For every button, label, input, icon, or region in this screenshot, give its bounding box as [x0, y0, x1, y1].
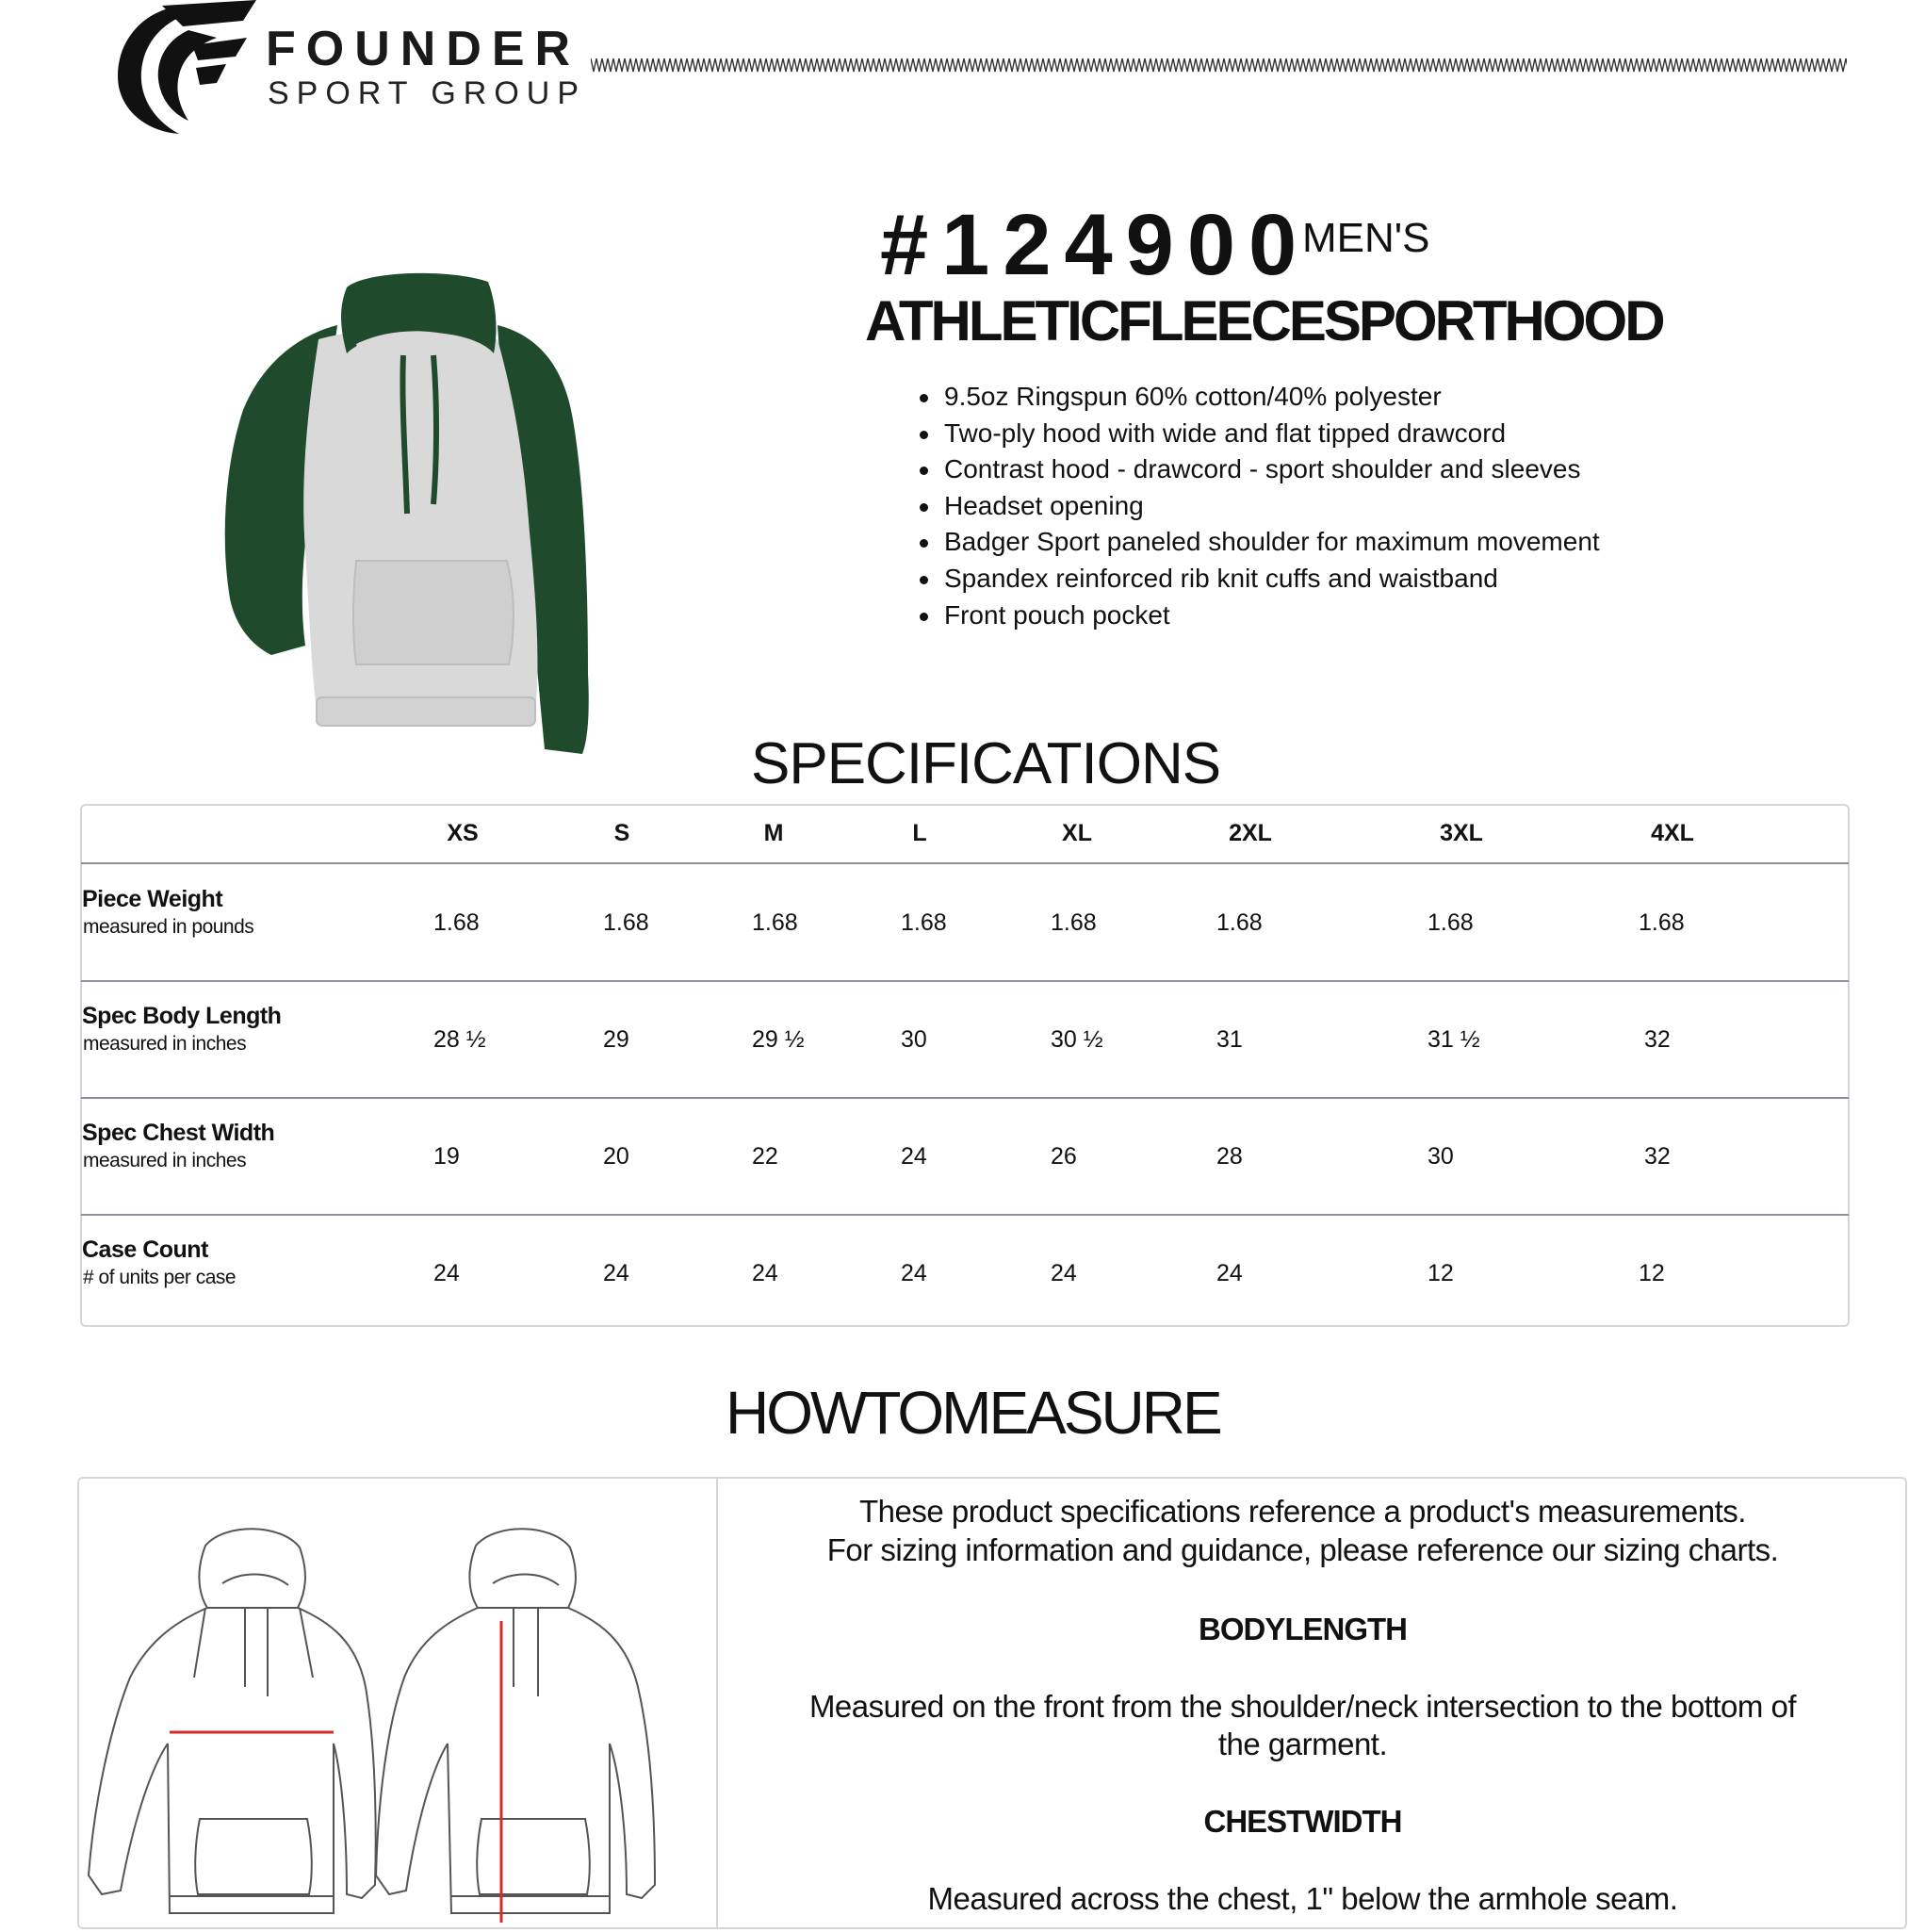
chest-width-title: CHESTWIDTH [1203, 1804, 1402, 1839]
table-cell: 1.68 [1051, 909, 1097, 936]
chest-width-diagram [83, 1517, 384, 1932]
table-cell: 24 [901, 1143, 927, 1170]
table-cell: 24 [603, 1260, 629, 1286]
table-cell: 30 ½ [1051, 1026, 1103, 1053]
feature-item: Spandex reinforced rib knit cuffs and waistband [920, 561, 1600, 598]
table-cell: 32 [1644, 1143, 1671, 1170]
table-divider [81, 1214, 1849, 1216]
table-cell: 28 ½ [433, 1026, 486, 1053]
table-cell: 1.68 [752, 909, 798, 936]
brand-subtitle: SPORT GROUP [268, 75, 587, 111]
table-cell: 1.68 [603, 909, 649, 936]
row-sublabel: measured in inches [83, 1150, 247, 1171]
table-cell: 12 [1639, 1260, 1665, 1286]
table-cell: 32 [1644, 1026, 1671, 1053]
table-cell: 31 ½ [1428, 1026, 1480, 1053]
body-length-text-line-2: the garment. [1217, 1727, 1388, 1761]
feature-item: Contrast hood - drawcord - sport shoulder and sleeves [920, 451, 1600, 488]
row-label-chest-width: Spec Chest Width [82, 1120, 275, 1146]
size-header-s: S [613, 820, 630, 846]
gender-label: MEN'S [1302, 215, 1430, 261]
feature-item: Badger Sport paneled shoulder for maximum movement [920, 524, 1600, 561]
table-cell: 30 [901, 1026, 927, 1053]
founder-logo-icon [106, 0, 285, 137]
table-cell: 19 [433, 1143, 460, 1170]
table-cell: 24 [433, 1260, 460, 1286]
table-cell: 28 [1216, 1143, 1243, 1170]
intro-line-2: For sizing information and guidance, please reference our sizing charts. [826, 1532, 1779, 1567]
table-cell: 31 [1216, 1026, 1243, 1053]
intro-line-1: These product specifications reference a product's measurements. [859, 1494, 1746, 1529]
body-length-text-line-1: Measured on the front from the shoulder/neck intersection to the bottom of [808, 1689, 1797, 1724]
size-header-4xl: 4XL [1651, 820, 1694, 846]
table-cell: 29 ½ [752, 1026, 805, 1053]
how-to-measure-heading: HOWTOMEASURE [726, 1379, 1220, 1447]
table-cell: 20 [603, 1143, 629, 1170]
table-cell: 1.68 [901, 909, 947, 936]
size-header-3xl: 3XL [1440, 820, 1483, 846]
feature-item: Two-ply hood with wide and flat tipped drawcord [920, 416, 1600, 452]
row-sublabel: measured in pounds [83, 916, 254, 938]
table-cell: 1.68 [1216, 909, 1263, 936]
table-cell: 1.68 [1639, 909, 1685, 936]
table-cell: 12 [1428, 1260, 1454, 1286]
table-cell: 22 [752, 1143, 778, 1170]
table-divider [81, 980, 1849, 982]
product-name: ATHLETICFLEECESPORTHOOD [865, 289, 1663, 352]
table-cell: 24 [752, 1260, 778, 1286]
table-cell: 29 [603, 1026, 629, 1053]
table-cell: 30 [1428, 1143, 1454, 1170]
body-length-title: BODYLENGTH [1199, 1612, 1407, 1646]
specifications-heading: SPECIFICATIONS [751, 731, 1221, 796]
feature-item: Front pouch pocket [920, 598, 1600, 634]
row-label-body-length: Spec Body Length [82, 1003, 282, 1029]
brand-name: FOUNDER [266, 22, 581, 76]
table-cell: 1.68 [433, 909, 480, 936]
table-divider [81, 1097, 1849, 1099]
specifications-table [80, 804, 1850, 1327]
hoodie-product-image [215, 269, 629, 759]
table-cell: 26 [1051, 1143, 1077, 1170]
body-length-diagram [372, 1517, 674, 1932]
row-label-case-count: Case Count [82, 1236, 208, 1263]
table-cell: 1.68 [1428, 909, 1474, 936]
size-header-xs: XS [447, 820, 479, 846]
row-label-piece-weight: Piece Weight [82, 886, 223, 912]
feature-item: 9.5oz Ringspun 60% cotton/40% polyester [920, 379, 1600, 416]
row-sublabel: # of units per case [83, 1267, 237, 1288]
row-sublabel: measured in inches [83, 1033, 247, 1055]
feature-item: Headset opening [920, 488, 1600, 525]
table-cell: 24 [1051, 1260, 1077, 1286]
size-header-l: L [912, 820, 927, 846]
table-divider [81, 862, 1849, 864]
table-cell: 24 [1216, 1260, 1243, 1286]
size-header-2xl: 2XL [1229, 820, 1272, 846]
panel-divider [716, 1479, 718, 1929]
zigzag-divider [591, 55, 1847, 75]
size-header-xl: XL [1062, 820, 1092, 846]
chest-width-text: Measured across the chest, 1" below the armhole seam. [927, 1881, 1678, 1916]
table-cell: 24 [901, 1260, 927, 1286]
size-header-m: M [763, 820, 784, 846]
style-number: #124900 [880, 197, 1311, 293]
feature-list [920, 379, 1600, 633]
